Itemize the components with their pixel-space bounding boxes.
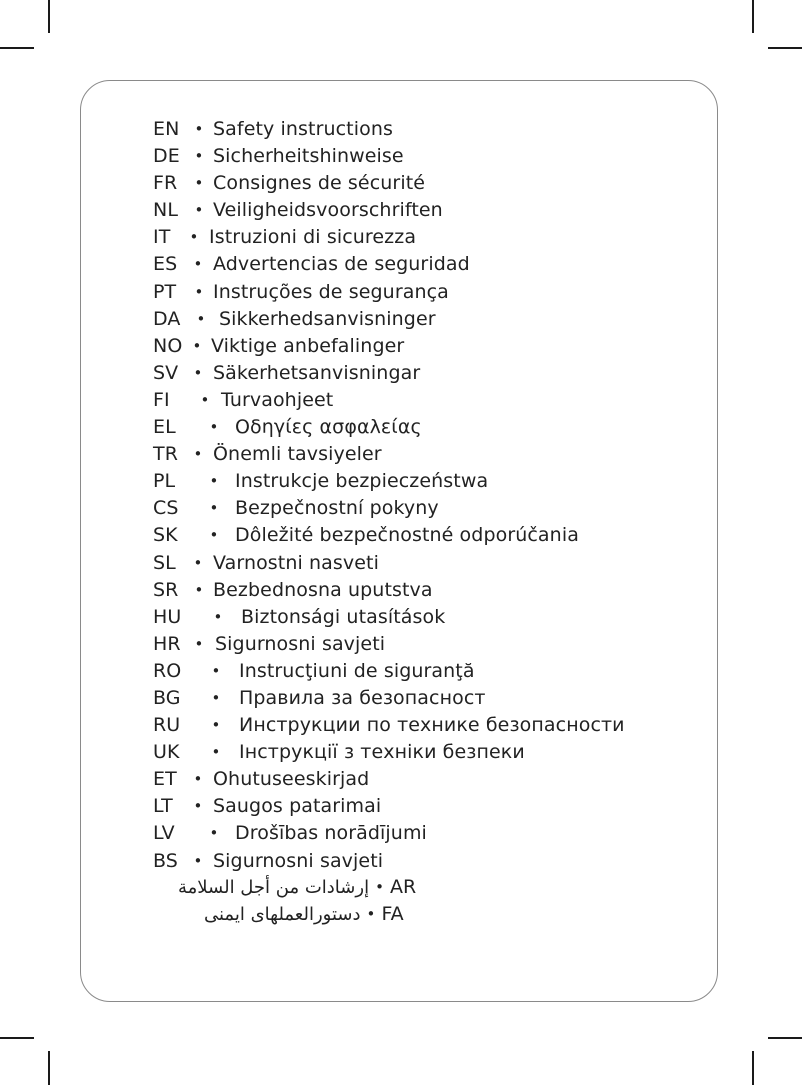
separator-bullet: • xyxy=(366,905,376,923)
separator-bullet: • xyxy=(193,553,203,572)
separator-bullet: • xyxy=(211,743,221,762)
language-row-cs xyxy=(153,495,625,522)
language-code: LV xyxy=(153,822,175,845)
language-code: BG xyxy=(153,686,181,709)
separator-bullet: • xyxy=(194,120,204,138)
language-title: Istruzioni di sicurezza xyxy=(209,226,417,249)
language-code: NL xyxy=(153,199,178,222)
language-row-ru xyxy=(153,712,625,739)
language-code-fa: FA xyxy=(381,903,404,925)
language-code: EN xyxy=(153,118,180,140)
language-row-et xyxy=(153,766,625,793)
language-code: ES xyxy=(153,253,178,276)
language-row-lv xyxy=(153,820,625,847)
crop-mark-top-right-horizontal xyxy=(768,47,802,49)
language-title-fa: دستورالعملهای ایمنی xyxy=(204,904,361,925)
separator-bullet: • xyxy=(194,634,204,653)
language-code: ET xyxy=(153,768,177,791)
language-row-es xyxy=(153,251,625,278)
language-title: Biztonsági utasítások xyxy=(241,605,446,628)
language-row-lt xyxy=(153,793,625,820)
language-code: NO xyxy=(153,334,183,357)
separator-bullet: • xyxy=(194,282,204,301)
language-row-pl xyxy=(153,468,625,495)
language-code: FR xyxy=(153,172,178,195)
language-row-da xyxy=(153,306,625,333)
separator-bullet: • xyxy=(193,363,203,382)
separator-bullet: • xyxy=(189,228,199,247)
crop-mark-bottom-left-horizontal xyxy=(0,1037,34,1039)
language-title: Οδηγίες ασφαλείας xyxy=(235,416,422,439)
language-title: Instrucţiuni de siguranţă xyxy=(239,659,475,682)
language-code: FI xyxy=(153,388,170,411)
language-title: Instruções de segurança xyxy=(213,280,449,303)
separator-bullet: • xyxy=(193,255,203,274)
crop-mark-top-left-vertical xyxy=(48,0,50,33)
language-code: SL xyxy=(153,551,176,574)
language-code: SV xyxy=(153,361,179,384)
language-row-en xyxy=(153,116,625,143)
language-row-bg xyxy=(153,685,625,712)
language-row-sr xyxy=(153,577,625,604)
separator-bullet: • xyxy=(194,174,204,193)
separator-bullet: • xyxy=(193,851,203,870)
language-code: IT xyxy=(153,226,171,249)
language-code: PL xyxy=(153,470,176,493)
language-title: Bezpečnostní pokyny xyxy=(235,497,439,520)
language-code: SR xyxy=(153,578,179,601)
separator-bullet: • xyxy=(213,607,223,626)
separator-bullet: • xyxy=(209,499,219,518)
language-code: DA xyxy=(153,307,181,330)
language-code: BS xyxy=(153,849,178,872)
crop-mark-top-left-horizontal xyxy=(0,47,34,49)
separator-bullet: • xyxy=(192,336,202,355)
language-row-it xyxy=(153,224,625,251)
language-title: Turvaohjeet xyxy=(221,388,334,411)
language-title-ar: إرشادات من أجل السلامة xyxy=(178,877,370,898)
language-list xyxy=(153,116,625,875)
language-row-tr xyxy=(153,441,625,468)
language-code: CS xyxy=(153,497,179,520)
language-title: Sigurnosni savjeti xyxy=(215,632,386,655)
language-code: RU xyxy=(153,714,181,737)
separator-bullet: • xyxy=(209,472,219,491)
language-row-el xyxy=(153,414,625,441)
language-title: Veiligheidsvoorschriften xyxy=(213,199,443,222)
language-title: Viktige anbefalinger xyxy=(211,334,405,357)
separator-bullet: • xyxy=(193,797,203,816)
separator-bullet: • xyxy=(211,716,221,735)
language-row-de xyxy=(153,143,625,170)
language-row-hr xyxy=(153,631,625,658)
language-title: Правила за безопасност xyxy=(239,686,486,709)
separator-bullet: • xyxy=(194,580,204,599)
language-row-ar xyxy=(178,874,416,901)
language-title: Ohutuseeskirjad xyxy=(213,768,370,791)
language-title: Säkerhetsanvisningar xyxy=(213,361,421,384)
language-title: Инструкции по технике безопасности xyxy=(239,714,625,737)
language-row-no xyxy=(153,333,625,360)
language-title: Varnostni nasveti xyxy=(213,551,379,574)
language-row-uk xyxy=(153,739,625,766)
separator-bullet: • xyxy=(211,661,221,680)
language-code: LT xyxy=(153,795,173,818)
separator-bullet: • xyxy=(200,390,210,409)
language-code: UK xyxy=(153,741,180,764)
separator-bullet: • xyxy=(211,688,221,707)
separator-bullet: • xyxy=(209,418,219,437)
language-code: RO xyxy=(153,659,182,682)
language-code: DE xyxy=(153,145,180,168)
separator-bullet: • xyxy=(194,201,204,220)
language-code: SK xyxy=(153,524,178,547)
crop-mark-top-right-vertical xyxy=(752,0,754,33)
language-row-hu xyxy=(153,604,625,631)
separator-bullet: • xyxy=(196,309,206,328)
language-title: Bezbednosna uputstva xyxy=(213,578,433,601)
language-title: Safety instructions xyxy=(213,118,393,140)
language-title: Advertencias de seguridad xyxy=(213,253,470,276)
separator-bullet: • xyxy=(193,445,203,464)
separator-bullet: • xyxy=(209,526,219,545)
language-title: Dôležité bezpečnostné odporúčania xyxy=(235,524,579,547)
language-row-ro xyxy=(153,658,625,685)
language-title: Önemli tavsiyeler xyxy=(213,443,382,466)
language-title: Instrukcje bezpieczeństwa xyxy=(235,470,489,493)
separator-bullet: • xyxy=(194,147,204,166)
language-title: Consignes de sécurité xyxy=(213,172,426,195)
crop-mark-bottom-right-vertical xyxy=(752,1051,754,1085)
language-title: Sicherheitshinweise xyxy=(213,145,404,168)
crop-mark-bottom-left-vertical xyxy=(48,1051,50,1085)
language-row-sv xyxy=(153,360,625,387)
language-title: Sikkerhedsanvisninger xyxy=(219,307,436,330)
language-code: PT xyxy=(153,280,177,303)
separator-bullet: • xyxy=(375,878,384,896)
language-code: HU xyxy=(153,605,182,628)
language-row-fa xyxy=(204,901,404,928)
language-row-sl xyxy=(153,550,625,577)
language-title: Інструкції з техніки безпеки xyxy=(239,741,525,764)
language-row-fi xyxy=(153,387,625,414)
language-row-sk xyxy=(153,522,625,549)
language-row-fr xyxy=(153,170,625,197)
language-code: HR xyxy=(153,632,181,655)
language-row-bs xyxy=(153,848,625,875)
separator-bullet: • xyxy=(193,770,203,789)
separator-bullet: • xyxy=(209,824,219,843)
language-title: Drošības norādījumi xyxy=(235,822,427,845)
language-row-nl xyxy=(153,197,625,224)
language-code: EL xyxy=(153,416,176,439)
language-code: TR xyxy=(153,443,179,466)
crop-mark-bottom-right-horizontal xyxy=(768,1037,802,1039)
language-code-ar: AR xyxy=(390,876,417,898)
language-title: Saugos patarimai xyxy=(213,795,382,818)
language-row-pt xyxy=(153,279,625,306)
language-title: Sigurnosni savjeti xyxy=(213,849,384,872)
